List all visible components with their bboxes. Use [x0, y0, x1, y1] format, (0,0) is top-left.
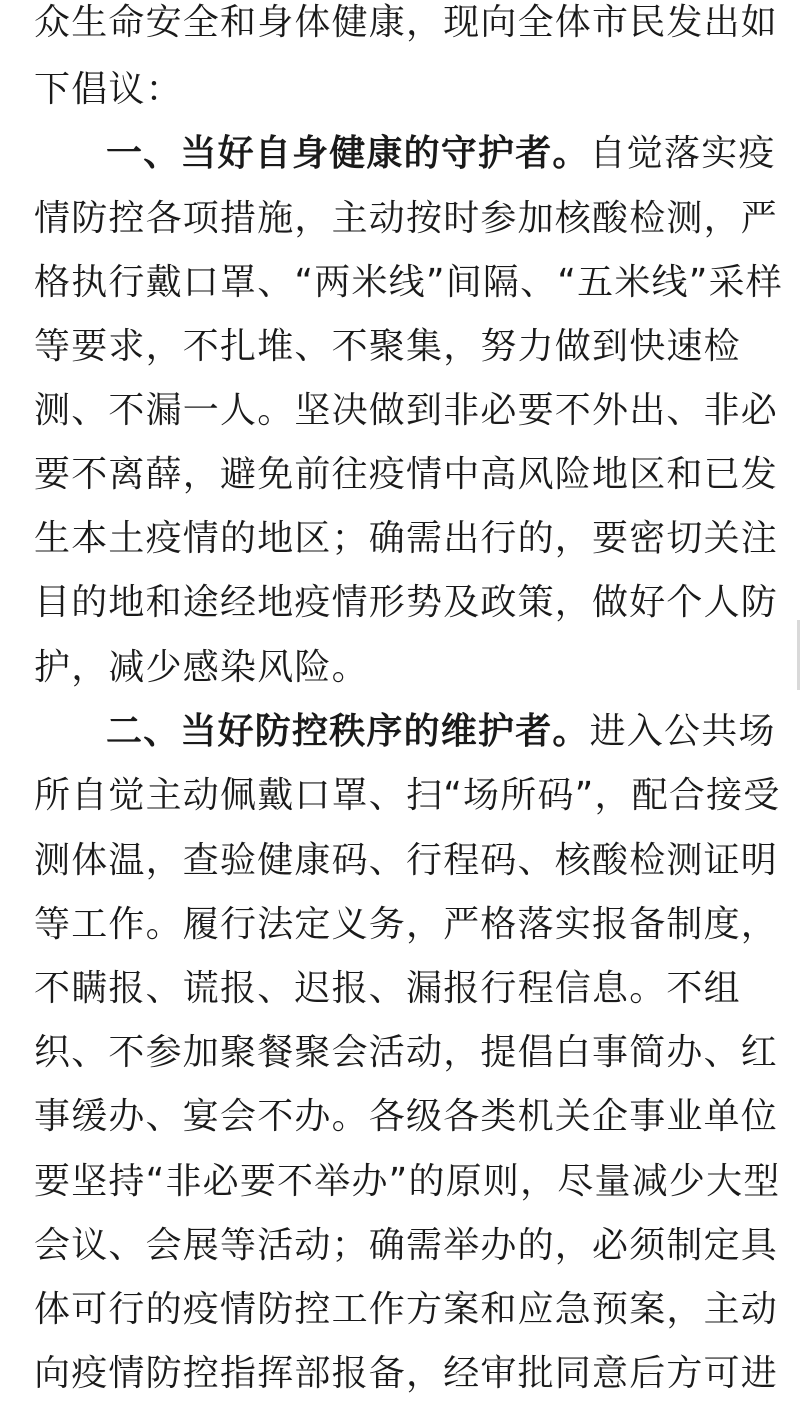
text-line: 测体温，查验健康码、行程码、核酸检测证明	[34, 840, 779, 881]
text-line: 事缓办、宴会不办。各级各类机关企事业单位	[34, 1096, 779, 1137]
text-line: 护，减少感染风险。	[34, 647, 369, 688]
text-line: 等要求，不扎堆、不聚集，努力做到快速检	[34, 326, 741, 367]
text-line: 等工作。履行法定义务，严格落实报备制度，	[34, 904, 779, 945]
text-line: 情防控各项措施，主动按时参加核酸检测，严	[34, 198, 779, 239]
text-line: 测、不漏一人。坚决做到非必要不外出、非必	[34, 390, 779, 431]
paragraph-heading-line	[106, 127, 776, 181]
text-line: 要坚持“非必要不举办”的原则，尽量减少大型	[34, 1161, 781, 1202]
text-line: 目的地和途经地疫情形势及政策，做好个人防	[34, 582, 779, 623]
section-heading: 一、当好自身健康的守护者。	[106, 133, 590, 174]
text-line: 下倡议：	[34, 69, 183, 110]
text-line: 要不离薛，避免前往疫情中高风险地区和已发	[34, 454, 779, 495]
section-heading: 二、当好防控秩序的维护者。	[106, 711, 590, 752]
text-line: 向疫情防控指挥部报备，经审批同意后方可进	[34, 1353, 779, 1394]
text-line: 织、不参加聚餐聚会活动，提倡白事简办、红	[34, 1032, 779, 1073]
text-run: 进入公共场	[589, 711, 776, 752]
paragraph-heading-line	[106, 705, 776, 759]
text-line: 不瞒报、谎报、迟报、漏报行程信息。不组	[34, 968, 741, 1009]
text-line: 会议、会展等活动；确需举办的，必须制定具	[34, 1225, 779, 1266]
text-line: 格执行戴口罩、“两米线”间隔、“五米线”采样	[34, 262, 784, 303]
text-line: 生本土疫情的地区；确需出行的，要密切关注	[34, 518, 779, 559]
text-line: 所自觉主动佩戴口罩、扫“场所码”，配合接受	[34, 775, 781, 816]
text-line: 众生命安全和身体健康，现向全体市民发出如	[34, 2, 779, 43]
text-line: 体可行的疫情防控工作方案和应急预案，主动	[34, 1289, 779, 1330]
text-run: 自觉落实疫	[589, 133, 776, 174]
